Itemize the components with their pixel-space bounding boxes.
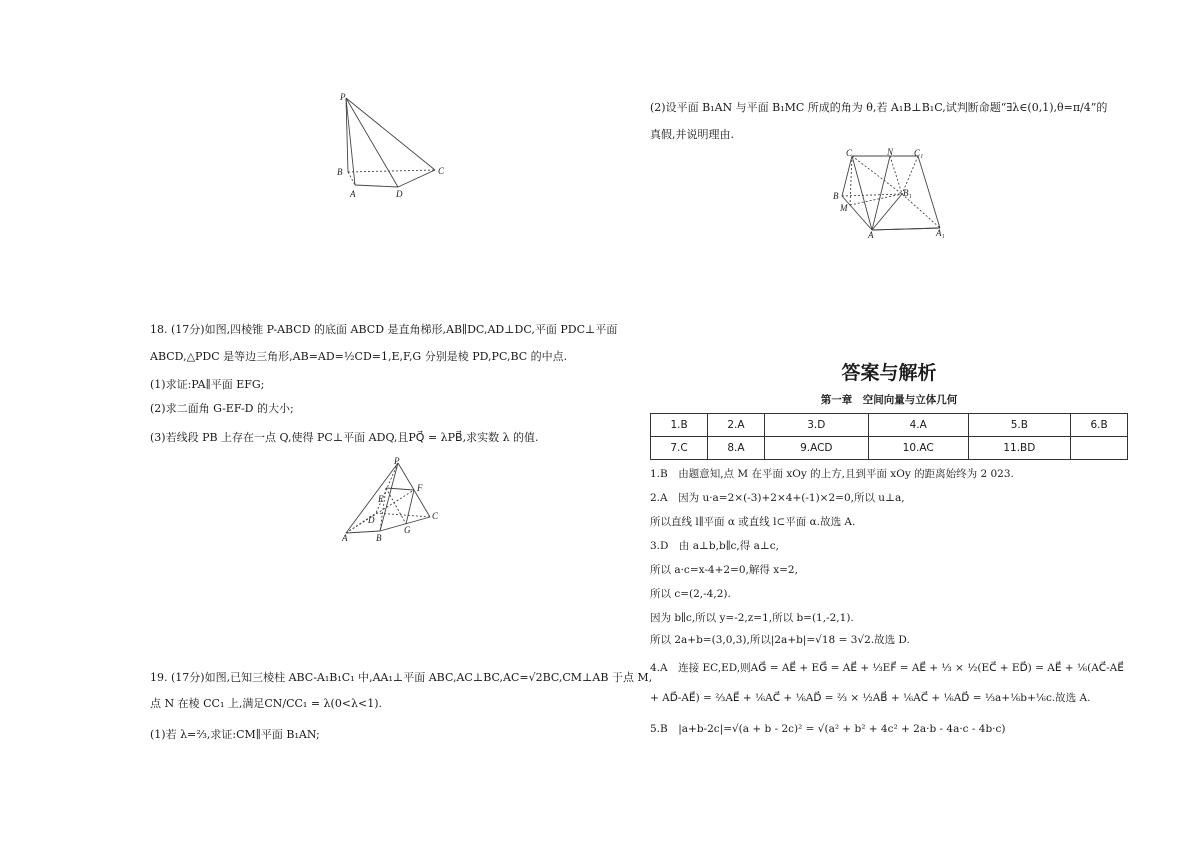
table-cell: 11.BD [968, 437, 1071, 460]
table-cell: 9.ACD [764, 437, 868, 460]
q18-part1: (1)求证:PA∥平面 EFG; [150, 378, 265, 391]
label-N: N [887, 148, 894, 157]
label-C1: C₁ [914, 148, 924, 158]
label-B: B [376, 533, 382, 543]
label-A: A [342, 533, 348, 543]
label-P: P [340, 92, 346, 102]
q19-part2-line1: (2)设平面 B₁AN 与平面 B₁MC 所成的角为 θ,若 A₁B⊥B₁C,试判断命题“∃λ∈(0,1),θ=π/4”的 [650, 101, 1108, 114]
solution-line: 4.A 连接 EC,ED,则AG⃗ = AE⃗ + EG⃗ = AE⃗ + ⅓EF⃗ = AE⃗ + ⅓ × ½(EC⃗ + ED⃗) = AE⃗ + ⅙(AC⃗-AE⃗ [650, 662, 1124, 674]
solution-line: 所以 c=(2,-4,2). [650, 588, 731, 600]
table-row [651, 414, 1128, 437]
q18-stem-line1: 18. (17分)如图,四棱锥 P-ABCD 的底面 ABCD 是直角梯形,AB∥DC,AD⊥DC,平面 PDC⊥平面 [150, 323, 618, 336]
q19-part2-line2: 真假,并说明理由. [650, 128, 734, 141]
label-C: C [846, 148, 853, 158]
solution-line: 1.B 由题意知,点 M 在平面 xOy 的上方,且到平面 xOy 的距离始终为 2 023. [650, 468, 1014, 480]
label-A1: A₁ [936, 228, 945, 238]
label-B: B [337, 167, 343, 177]
solution-line: 所以 a·c=x-4+2=0,解得 x=2, [650, 564, 798, 576]
answers-title: 答案与解析 [841, 362, 937, 384]
solution-line: 3.D 由 a⊥b,b∥c,得 a⊥c, [650, 540, 779, 552]
q19-stem-line2: 点 N 在棱 CC₁ 上,满足CN/CC₁ = λ(0<λ<1). [150, 697, 383, 710]
table-cell: 5.B [968, 414, 1071, 437]
table-row [651, 437, 1128, 460]
table-cell: 6.B [1071, 414, 1128, 437]
label-A: A [868, 230, 874, 238]
table-cell: 10.AC [868, 437, 968, 460]
label-E: E [378, 494, 384, 504]
pyramid-figure-top [330, 90, 460, 205]
label-C: C [432, 511, 439, 521]
q19-part1: (1)若 λ=⅔,求证:CM∥平面 B₁AN; [150, 728, 320, 741]
solution-line: 所以 2a+b=(3,0,3),所以|2a+b|=√18 = 3√2.故选 D. [650, 634, 910, 646]
solution-line: + AD⃗-AE⃗) = ⅔AE⃗ + ⅙AC⃗ + ⅙AD⃗ = ⅔ × ½AB⃗ + ⅙AC⃗ + ⅙AD⃗ = ⅓a+⅙b+⅙c.故选 A. [650, 692, 1091, 704]
solution-line: 2.A 因为 u·a=2×(-3)+2×4+(-1)×2=0,所以 u⊥a, [650, 492, 905, 504]
q18-part2: (2)求二面角 G-EF-D 的大小; [150, 402, 294, 415]
answer-table [650, 413, 1128, 460]
q18-part3: (3)若线段 PB 上存在一点 Q,使得 PC⊥平面 ADQ,且PQ⃗ = λPB⃗,求实数 λ 的值. [150, 431, 539, 444]
label-C: C [438, 166, 445, 176]
q18-stem-line2: ABCD,△PDC 是等边三角形,AB=AD=½CD=1,E,F,G 分别是棱 PD,PC,BC 的中点. [150, 350, 568, 363]
solution-line: 5.B |a+b-2c|=√(a + b - 2c)² = √(a² + b² + 4c² + 2a·b - 4a·c - 4b·c) [650, 723, 1006, 735]
prism-figure [830, 148, 950, 238]
label-B1: B₁ [903, 188, 912, 198]
table-cell: 8.A [708, 437, 765, 460]
label-D: D [396, 189, 403, 199]
chapter-heading: 第一章 空间向量与立体几何 [820, 394, 958, 406]
table-cell: 1.B [651, 414, 708, 437]
table-cell: 3.D [764, 414, 868, 437]
solution-line: 所以直线 l∥平面 α 或直线 l⊂平面 α.故选 A. [650, 516, 856, 528]
table-cell: 2.A [708, 414, 765, 437]
label-G: G [404, 525, 411, 535]
table-cell [1071, 437, 1128, 460]
label-B: B [833, 191, 839, 201]
label-M: M [840, 203, 848, 213]
label-P: P [394, 456, 400, 466]
label-F: F [417, 483, 423, 493]
table-cell: 7.C [651, 437, 708, 460]
pyramid-figure-mid [340, 455, 450, 545]
label-A: A [350, 189, 356, 199]
label-D: D [368, 515, 375, 525]
solution-line: 因为 b∥c,所以 y=-2,z=1,所以 b=(1,-2,1). [650, 612, 854, 624]
table-cell: 4.A [868, 414, 968, 437]
q19-stem-line1: 19. (17分)如图,已知三棱柱 ABC-A₁B₁C₁ 中,AA₁⊥平面 ABC,AC⊥BC,AC=√2BC,CM⊥AB 于点 M, [150, 671, 653, 684]
